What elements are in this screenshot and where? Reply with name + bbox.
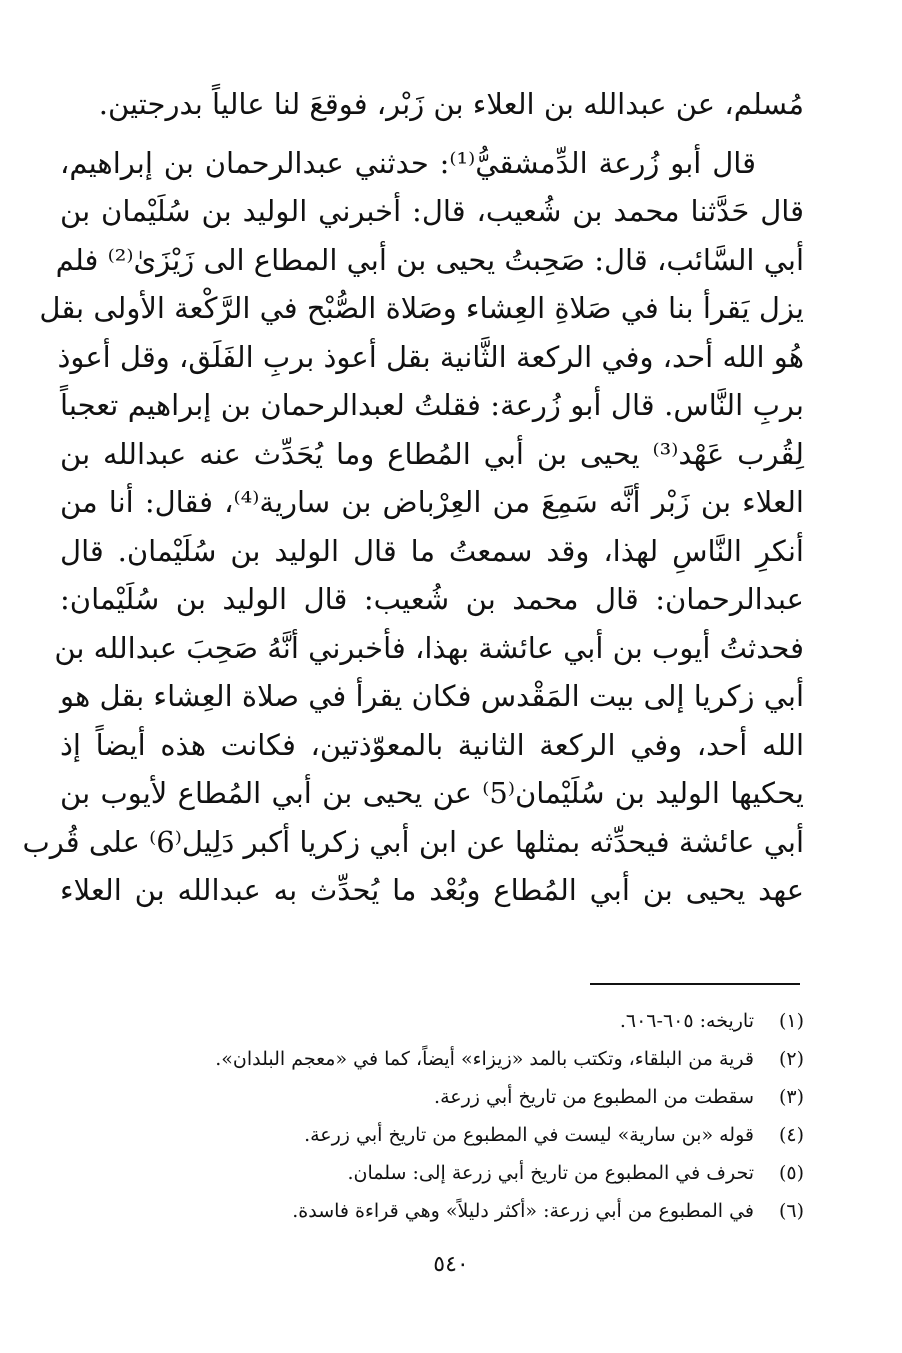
footnote-divider — [590, 983, 800, 985]
text-line: بربِ النَّاس. قال أبو زُرعة: فقلتُ لعبدالرحمان بن إبراهيم تعجباً — [60, 388, 804, 422]
text-line: أنكرِ النَّاسِ لهذا، وقد سمعتُ ما قال الوليد بن سُلَيْمان. قال — [60, 533, 804, 568]
footnote-number: (٢) — [778, 1048, 804, 1070]
footnote-text: قوله «بن سارية» ليست في المطبوع من تاريخ أبي زرعة. — [304, 1124, 754, 1146]
text-line: أبي عائشة فيحدِّثه بمثلها عن ابن أبي زكريا أكبر دَلِيل⁽6⁾ على قُرب — [22, 824, 804, 859]
footnote-text: سقطت من المطبوع من تاريخ أبي زرعة. — [434, 1086, 754, 1108]
footnote-text: قرية من البلقاء، وتكتب بالمد «زيزاء» أيضاً، كما في «معجم البلدان». — [215, 1048, 754, 1070]
text-line: الله أحد، وفي الركعة الثانية بالمعوّذتين، فكانت هذه أيضاً إذ — [60, 727, 804, 762]
text-line: قال حَدَّثنا محمد بن شُعيب، قال: أخبرني الوليد بن سُلَيْمان بن — [60, 194, 804, 228]
text-line: أبي زكريا إلى بيت المَقْدس فكان يقرأ في صلاة العِشاء بقل هو — [60, 679, 804, 713]
text-line: مُسلم، عن عبدالله بن العلاء بن زَبْر، فوقعَ لنا عالياً بدرجتين. — [98, 87, 804, 121]
footnotes — [60, 1002, 804, 1230]
footnote-number: (٣) — [778, 1086, 804, 1108]
text-line: قال أبو زُرعة الدِّمشقيُّ⁽¹⁾: حدثني عبدالرحمان بن إبراهيم، — [60, 145, 756, 180]
footnote-text: في المطبوع من أبي زرعة: «أكثر دليلاً» وهي قراءة فاسدة. — [292, 1200, 754, 1222]
text-line: العلاء بن زَبْر أنَّه سَمِعَ من العِرْباض بن سارية⁽⁴⁾، فقال: أنا من — [60, 485, 804, 519]
footnote-number: (١) — [778, 1010, 804, 1032]
footnote — [60, 1040, 804, 1078]
footnote-number: (٥) — [778, 1162, 804, 1184]
text-line: عهد يحيى بن أبي المُطاع وبُعْد ما يُحدِّث به عبدالله بن العلاء — [60, 873, 804, 907]
text-line: هُو الله أحد، وفي الركعة الثَّانية بقل أعوذ بربِ الفَلَق، وقل أعوذ — [57, 339, 804, 374]
text-line: أبي السَّائب، قال: صَحِبتُ يحيى بن أبي المطاع الى زَيْزَىٰ⁽²⁾ فلم — [55, 242, 804, 277]
text-line: يحكيها الوليد بن سُلَيْمان⁽5⁾ عن يحيى بن أبي المُطاع لأيوب بن — [60, 776, 804, 810]
footnote — [60, 1002, 804, 1040]
text-line: لِقُرب عَهْد⁽³⁾ يحيى بن أبي المُطاع وما يُحَدِّث عنه عبدالله بن — [60, 436, 804, 471]
footnote-number: (٤) — [778, 1124, 804, 1146]
page-number: ٥٤٠ — [433, 1252, 469, 1277]
footnote — [60, 1154, 804, 1192]
text-line: فحدثتُ أيوب بن أبي عائشة بهذا، فأخبرني أنَّهُ صَحِبَ عبدالله بن — [54, 630, 804, 665]
main-text — [22, 80, 804, 915]
footnote — [60, 1078, 804, 1116]
text-line: عبدالرحمان: قال محمد بن شُعيب: قال الوليد بن سُلَيْمان: — [60, 582, 804, 616]
text-line: يزل يَقرأ بنا في صَلاةِ العِشاء وصَلاة الصُّبْح في الرَّكْعة الأولى بقل — [39, 291, 804, 325]
footnote-text: تحرف في المطبوع من تاريخ أبي زرعة إلى: سلمان. — [347, 1162, 754, 1184]
footnote-text: تاريخه: ٦٠٥-٦٠٦. — [619, 1010, 754, 1032]
footnote — [60, 1116, 804, 1154]
footnote — [60, 1192, 804, 1230]
footnote-number: (٦) — [778, 1200, 804, 1222]
